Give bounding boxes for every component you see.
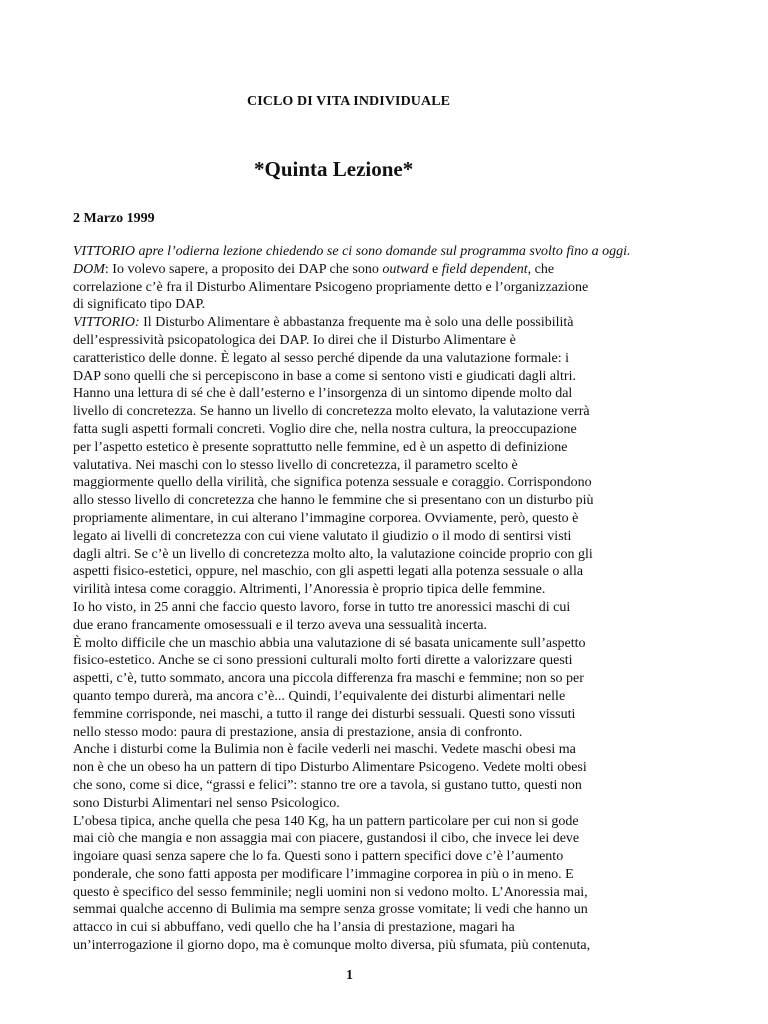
text-line: [73, 795, 683, 813]
text-run: valutativa. Nei maschi con lo stesso livello di concretezza, il parametro scelto è: [73, 457, 518, 473]
italic-text: field dependent: [441, 261, 528, 277]
text-run: propriamente alimentare, in cui alterano l’immagine corporea. Ovviamente, però, questo è: [73, 510, 579, 526]
text-run: Io ho visto, in 25 anni che faccio questo lavoro, forse in tutto tre anoressici maschi di cui: [73, 599, 571, 615]
italic-text: VITTORIO apre l’odierna lezione chiedendo se ci sono domande sul programma svolto fino a oggi.: [73, 244, 631, 259]
text-run: due erano francamente omosessuali e il terzo aveva una sessualità incerta.: [73, 617, 487, 633]
text-line: [73, 706, 683, 724]
text-line: [73, 581, 683, 599]
text-line: [73, 599, 683, 617]
text-run: sono Disturbi Alimentari nel senso Psicologico.: [73, 795, 340, 811]
text-line: [73, 492, 683, 510]
text-line: [73, 884, 683, 902]
text-line: [73, 368, 683, 386]
page-number: 1: [346, 968, 353, 983]
text-line: [73, 421, 683, 439]
text-line: [73, 403, 683, 421]
text-run: per l’aspetto estetico è presente soprattutto nelle femmine, ed è un aspetto di definizione: [73, 439, 568, 455]
text-run: aspetti, c’è, tutto sommato, ancora una piccola differenza fra maschi e femmine; non so per: [73, 671, 584, 687]
text-run: È molto difficile che un maschio abbia una valutazione di sé basata unicamente sull’aspetto: [73, 635, 586, 651]
text-run: di significato tipo DAP.: [73, 297, 206, 313]
text-run: correlazione c’è fra il Disturbo Alimentare Psicogeno propriamente detto e l’organizzazione: [73, 279, 589, 295]
text-line: [73, 439, 683, 457]
text-run: , che: [527, 261, 555, 277]
text-run: DAP sono quelli che si percepiscono in base a come si sentono visti e giudicati dagli altri.: [73, 368, 576, 384]
text-line: [73, 919, 683, 937]
text-run: Anche i disturbi come la Bulimia non è facile vederli nei maschi. Vedete maschi obesi ma: [73, 742, 576, 758]
italic-text: outward: [382, 261, 429, 277]
course-heading: CICLO DI VITA INDIVIDUALE: [247, 94, 451, 109]
text-line: [73, 937, 683, 955]
text-run: aspetti fisico-estetici, oppure, nel maschio, con gli aspetti legati alla potenza sessuale o alla: [73, 564, 584, 580]
text-run: : Io volevo sapere, a proposito dei DAP che sono: [104, 261, 383, 277]
text-line: [73, 759, 683, 777]
italic-text: DOM: [73, 261, 105, 277]
text-run: quanto tempo durerà, ma ancora c’è... Quindi, l’equivalente dei disturbi alimentari nelle: [73, 688, 566, 704]
text-line: [73, 635, 683, 653]
text-line: [73, 350, 683, 368]
text-run: maggiormente quello della virilità, che significa potenza sessuale e coraggio. Corrispondono: [73, 475, 592, 491]
text-run: che sono, come si dice, “grassi e felici”: stanno tre ore a tavola, si gustano tutto, questi non: [73, 777, 582, 793]
text-run: Il Disturbo Alimentare è abbastanza frequente ma è solo una delle possibilità: [139, 315, 574, 331]
text-run: dell’espressività psicopatologica dei DAP. Io direi che il Disturbo Alimentare è: [73, 332, 516, 348]
text-line: [73, 279, 683, 297]
text-line: [73, 546, 683, 564]
text-line: [73, 866, 683, 884]
text-run: non è che un obeso ha un pattern di tipo Disturbo Alimentare Psicogeno. Vedete molti obesi: [73, 760, 587, 776]
text-run: ingoiare quasi senza sapere che lo fa. Questi sono i pattern specifici dove c’è l’aumento: [73, 849, 564, 865]
text-line: [73, 510, 683, 528]
text-line: [73, 670, 683, 688]
text-line: [73, 813, 683, 831]
text-line: [73, 261, 683, 279]
text-line: [73, 314, 683, 332]
text-run: nello stesso modo: paura di prestazione, ansia di prestazione, ansia di confronto.: [73, 724, 523, 740]
text-run: semmai qualche accenno di Bulimia ma sempre senza grosse vomitate; li vedi che hanno un: [73, 902, 588, 918]
text-run: legato ai livelli di concretezza con cui viene valutato il giudizio o il modo di sentirsi visti: [73, 528, 572, 544]
text-run: dagli altri. Se c’è un livello di concretezza molto alto, la valutazione coincide proprio con gli: [73, 546, 593, 562]
lesson-body: [73, 243, 683, 955]
text-run: allo stesso livello di concretezza che hanno le femmine che si presentano con un disturbo più: [73, 493, 594, 509]
text-line: [73, 332, 683, 350]
text-run: un’interrogazione il giorno dopo, ma è comunque molto diversa, più sfumata, più contenuta,: [73, 938, 591, 954]
text-run: e: [428, 261, 442, 277]
text-line: [73, 724, 683, 742]
text-run: questo è specifico del sesso femminile; negli uomini non si vedono molto. L’Anoressia mai,: [73, 884, 588, 900]
text-run: L’obesa tipica, anche quella che pesa 140 Kg, ha un pattern particolare per cui non si gode: [73, 813, 579, 829]
text-run: Hanno una lettura di sé che è dall’esterno e l’insorgenza di un sintomo dipende molto dal: [73, 386, 573, 402]
text-run: livello di concretezza. Se hanno un livello di concretezza molto elevato, la valutazione verrà: [73, 404, 590, 420]
lesson-date: 2 Marzo 1999: [73, 211, 155, 226]
text-line: [73, 652, 683, 670]
text-line: [73, 741, 683, 759]
text-run: virilità intesa come coraggio. Altrimenti, l’Anoressia è proprio tipica delle femmine.: [73, 582, 546, 598]
text-run: fisico-estetico. Anche se ci sono pressioni culturali molto forti dirette a valorizzare questi: [73, 653, 573, 669]
text-run: attacco in cui si abbuffano, vedi quello che ha l’ansia di prestazione, magari ha: [73, 920, 515, 936]
text-line: [73, 474, 683, 492]
text-run: femmine corrisponde, nei maschi, a tutto il range dei disturbi sessuali. Questi sono vissuti: [73, 706, 576, 722]
text-line: [73, 901, 683, 919]
text-line: [73, 528, 683, 546]
text-run: caratteristico delle donne. È legato al sesso perché dipende da una valutazione formale: i: [73, 350, 570, 366]
text-line: [73, 617, 683, 635]
lesson-title: *Quinta Lezione*: [254, 157, 414, 181]
text-line: [73, 385, 683, 403]
text-line: [73, 563, 683, 581]
text-line: [73, 777, 683, 795]
text-run: ponderale, che sono fatti apposta per modificare l’immagine corporea in più o in meno. E: [73, 866, 574, 882]
text-line: [73, 830, 683, 848]
text-line: [73, 457, 683, 475]
text-line: [73, 296, 683, 314]
italic-text: VITTORIO:: [73, 315, 140, 331]
text-run: fatta sugli aspetti formali concreti. Voglio dire che, nella nostra cultura, la preoccupazione: [73, 421, 577, 437]
text-line: [73, 688, 683, 706]
text-run: mai ciò che mangia e non assaggia mai con piacere, gustandosi il cibo, che invece lei deve: [73, 831, 580, 847]
text-line: [73, 243, 683, 261]
text-line: [73, 848, 683, 866]
